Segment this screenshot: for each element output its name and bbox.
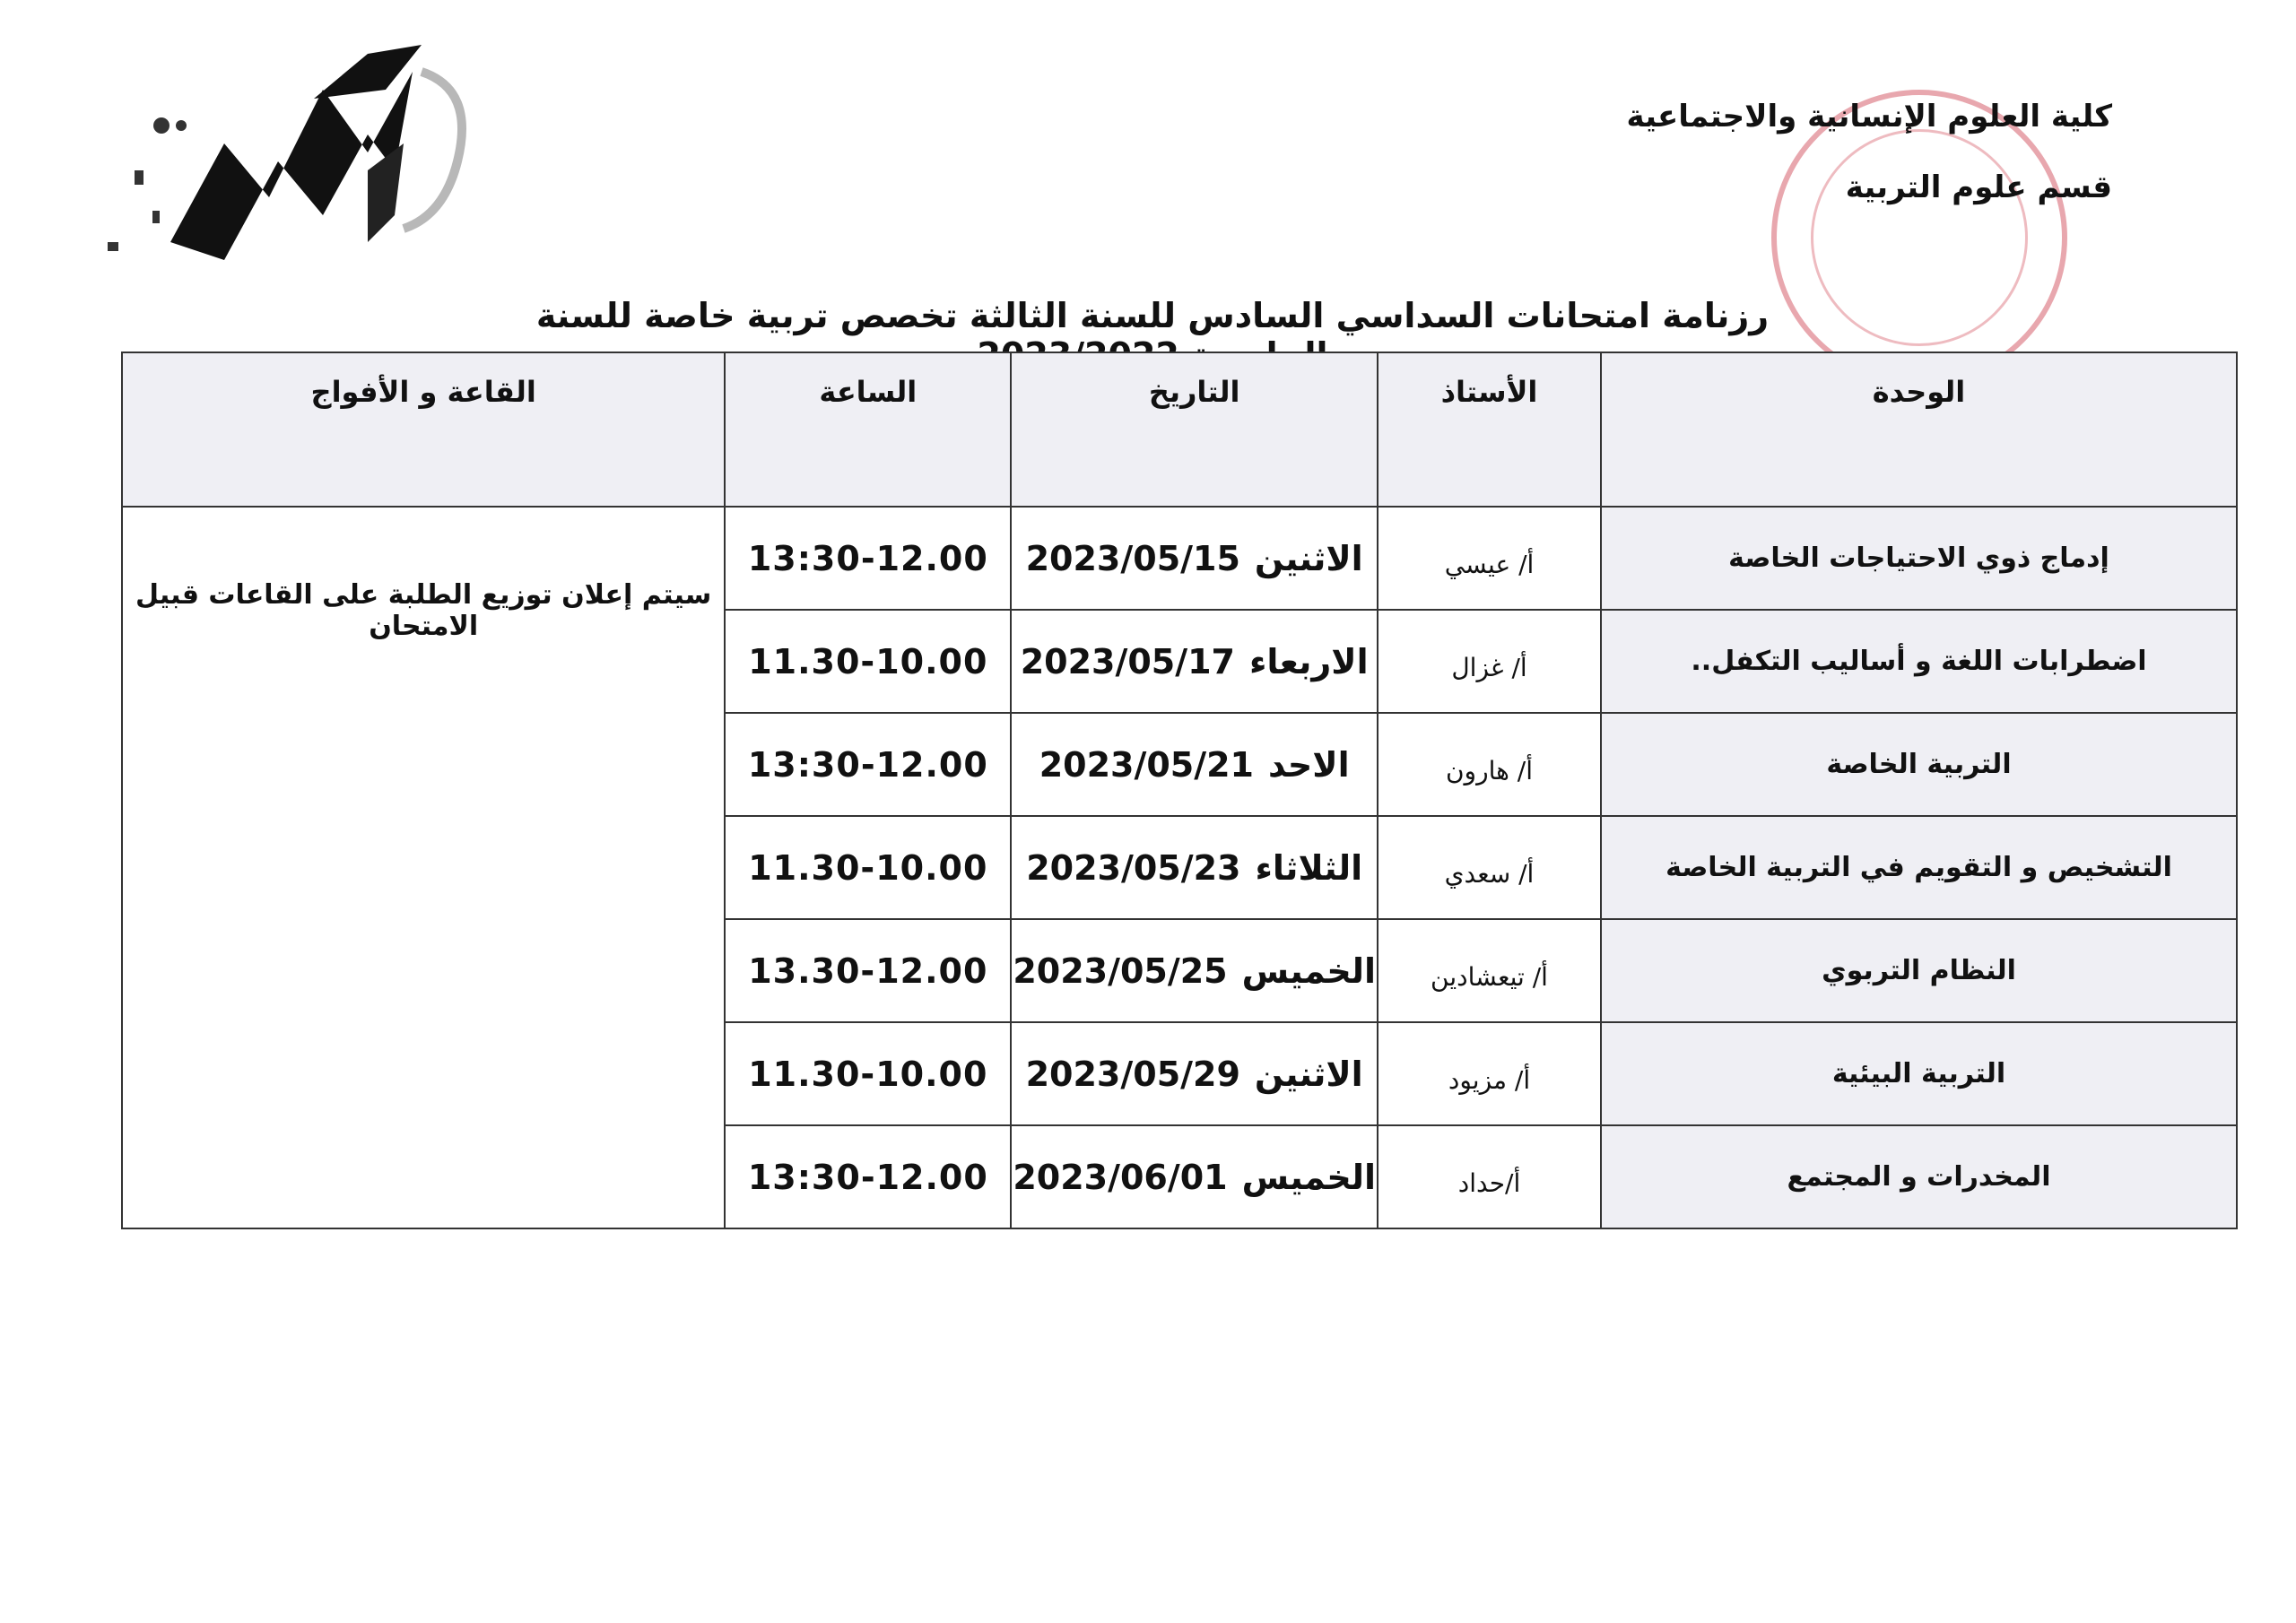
date-value: 2023/06/01 bbox=[1013, 1157, 1228, 1197]
professor-cell: أ/ هارون bbox=[1378, 713, 1601, 816]
room-note-cell: سيتم إعلان توزيع الطلبة على القاعات قبيل الامتحان bbox=[122, 507, 725, 1228]
table-row bbox=[122, 507, 2237, 610]
day-name: الاثنين bbox=[1254, 1054, 1363, 1094]
unit-cell: التشخيص و التقويم في التربية الخاصة bbox=[1601, 816, 2237, 919]
time-cell: 13:30-12.00 bbox=[725, 1125, 1011, 1228]
header-unit: الوحدة bbox=[1601, 352, 2237, 507]
unit-cell: إدماج ذوي الاحتياجات الخاصة bbox=[1601, 507, 2237, 610]
date-value: 2023/05/15 bbox=[1025, 538, 1240, 578]
time-cell: 13:30-12.00 bbox=[725, 713, 1011, 816]
header-time: الساعة bbox=[725, 352, 1011, 507]
unit-cell: اضطرابات اللغة و أساليب التكفل.. bbox=[1601, 610, 2237, 713]
date-cell bbox=[1011, 816, 1378, 919]
day-name: الثلاثاء bbox=[1255, 847, 1363, 888]
time-cell: 13.30-12.00 bbox=[725, 919, 1011, 1022]
date-value: 2023/05/29 bbox=[1025, 1054, 1240, 1094]
faculty-name: كلية العلوم الإنسانية والاجتماعية bbox=[1626, 99, 2112, 135]
header-date: التاريخ bbox=[1011, 352, 1378, 507]
time-cell: 11.30-10.00 bbox=[725, 816, 1011, 919]
date-cell bbox=[1011, 713, 1378, 816]
exam-schedule-table bbox=[121, 352, 2238, 1229]
professor-cell: أ/ غزال bbox=[1378, 610, 1601, 713]
date-value: 2023/05/25 bbox=[1013, 950, 1228, 991]
date-cell bbox=[1011, 610, 1378, 713]
university-logo bbox=[99, 36, 493, 287]
unit-cell: النظام التربوي bbox=[1601, 919, 2237, 1022]
professor-cell: أ/ مزيود bbox=[1378, 1022, 1601, 1125]
day-name: الاثنين bbox=[1254, 538, 1363, 578]
header-professor: الأستاذ bbox=[1378, 352, 1601, 507]
professor-cell: أ/ تيعشادين bbox=[1378, 919, 1601, 1022]
department-name: قسم علوم التربية bbox=[1845, 169, 2112, 205]
table-header-row bbox=[122, 352, 2237, 507]
date-cell bbox=[1011, 1022, 1378, 1125]
document-title: رزنامة امتحانات السداسي السادس للسنة الثالثة تخصص تربية خاصة للسنة bbox=[535, 296, 1770, 335]
day-name: الخميس bbox=[1241, 1157, 1376, 1197]
date-cell bbox=[1011, 1125, 1378, 1228]
date-value: 2023/05/17 bbox=[1020, 641, 1235, 681]
day-name: الخميس bbox=[1241, 950, 1376, 991]
time-cell: 13:30-12.00 bbox=[725, 507, 1011, 610]
date-value: 2023/05/23 bbox=[1026, 847, 1241, 888]
professor-cell: أ/ سعدي bbox=[1378, 816, 1601, 919]
unit-cell: التربية الخاصة bbox=[1601, 713, 2237, 816]
unit-cell: المخدرات و المجتمع bbox=[1601, 1125, 2237, 1228]
professor-cell: أ/ عيسي bbox=[1378, 507, 1601, 610]
day-name: الاحد bbox=[1267, 744, 1350, 785]
time-cell: 11.30-10.00 bbox=[725, 1022, 1011, 1125]
date-value: 2023/05/21 bbox=[1039, 744, 1254, 785]
unit-cell: التربية البيئية bbox=[1601, 1022, 2237, 1125]
date-cell bbox=[1011, 507, 1378, 610]
professor-cell: أ/حداد bbox=[1378, 1125, 1601, 1228]
date-cell bbox=[1011, 919, 1378, 1022]
day-name: الاربعاء bbox=[1248, 641, 1369, 681]
document-header bbox=[1626, 99, 2112, 206]
header-room: القاعة و الأفواج bbox=[122, 352, 725, 507]
time-cell: 11.30-10.00 bbox=[725, 610, 1011, 713]
